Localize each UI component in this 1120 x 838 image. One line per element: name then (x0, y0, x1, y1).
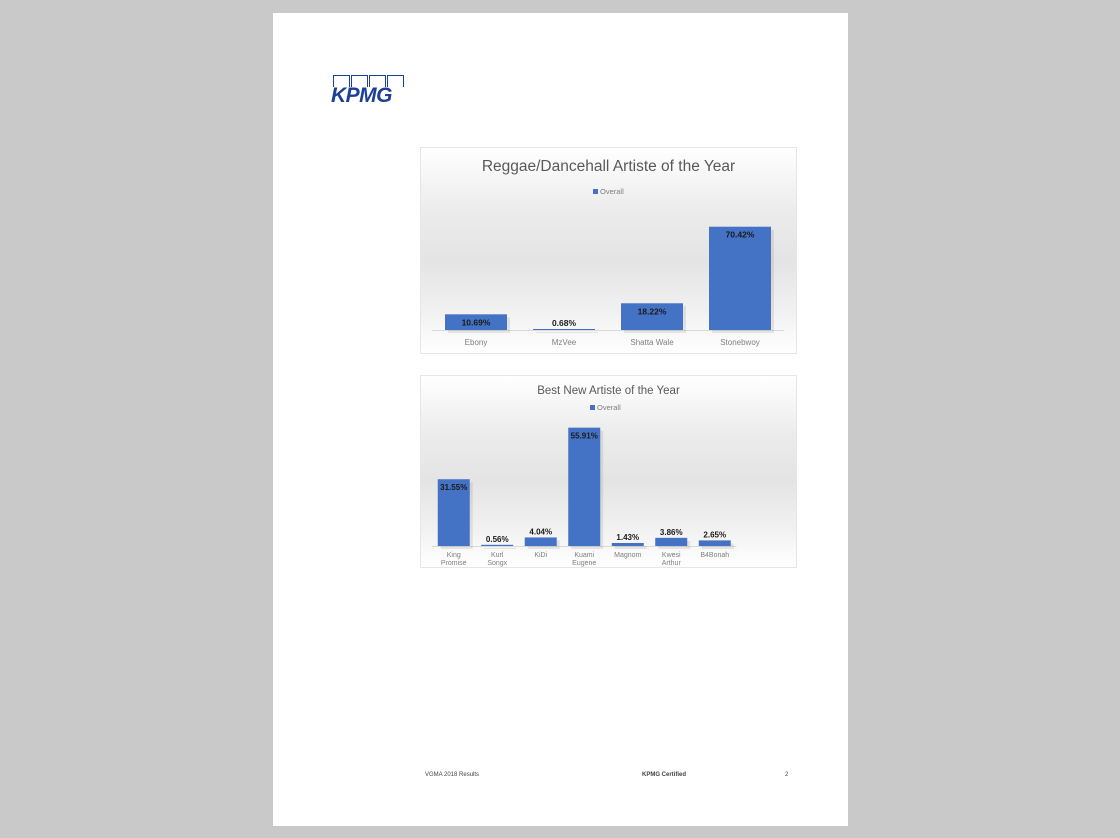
bar-6 (699, 540, 731, 546)
category-label-line: Promise (440, 560, 467, 567)
bar-5 (655, 538, 687, 546)
data-label-1: 0.68% (551, 318, 577, 328)
bar-3 (709, 227, 771, 330)
chart-reggae-dancehall (420, 147, 797, 354)
category-label-0: Ebony (464, 338, 488, 347)
data-label-6: 2.65% (703, 530, 727, 540)
bar-1 (533, 329, 595, 330)
kpmg-logo (331, 75, 407, 109)
bar-shadow (536, 332, 598, 333)
category-label-3 (572, 552, 596, 567)
footer-center: KPMG Certified (642, 772, 687, 778)
category-label-1: MzVee (551, 338, 577, 347)
bar-2 (525, 537, 557, 546)
data-label-0: 10.69% (461, 317, 491, 328)
footer-left: VGMA 2018 Results (425, 772, 480, 778)
data-label-2: 4.04% (529, 527, 553, 537)
category-label-line: Arthur (661, 560, 681, 567)
bar-1 (481, 545, 513, 546)
bar-shadow (484, 548, 516, 549)
chart-best-new-artiste (420, 375, 797, 568)
category-label-5 (662, 552, 682, 567)
legend (590, 403, 621, 412)
category-label-line: Eugene (572, 560, 597, 567)
category-label-6: B4Bonah (700, 552, 730, 559)
chart-best-new-artiste-svg (421, 376, 796, 567)
legend-swatch (593, 189, 598, 194)
category-label-line: Kwesi (661, 552, 681, 559)
category-label-4: Magnom (614, 552, 642, 559)
legend (593, 187, 624, 196)
legend-label: Overall (597, 403, 621, 412)
legend-swatch (590, 405, 595, 410)
data-label-4: 1.43% (616, 532, 640, 542)
category-label-line: King (446, 552, 461, 559)
category-label-0 (441, 552, 467, 567)
category-label-1 (487, 552, 507, 567)
legend-label: Overall (600, 187, 624, 196)
logo-text: KPMG (331, 84, 392, 107)
data-label-5: 3.86% (659, 527, 683, 537)
data-label-3: 70.42% (725, 229, 755, 240)
category-label-line: Songx (487, 560, 508, 567)
category-label-2: KiDi (534, 552, 548, 559)
data-label-0: 31.55% (440, 483, 468, 493)
data-label-1: 0.56% (485, 534, 509, 544)
bar-3 (568, 428, 600, 546)
bar-4 (612, 543, 644, 546)
document-page (273, 13, 848, 826)
chart-reggae-dancehall-svg (421, 148, 796, 353)
category-label-2: Shatta Wale (630, 338, 674, 347)
bar-shadow (615, 546, 647, 549)
data-label-2: 18.22% (637, 306, 667, 317)
category-label-line: Kurl (491, 552, 504, 559)
chart-title: Best New Artiste of the Year (537, 385, 680, 397)
chart-title: Reggae/Dancehall Artiste of the Year (481, 158, 736, 175)
category-label-line: Kuami (574, 552, 595, 559)
category-label-3: Stonebwoy (720, 338, 760, 347)
data-label-3: 55.91% (570, 431, 598, 441)
footer-page-number: 2 (785, 772, 789, 778)
